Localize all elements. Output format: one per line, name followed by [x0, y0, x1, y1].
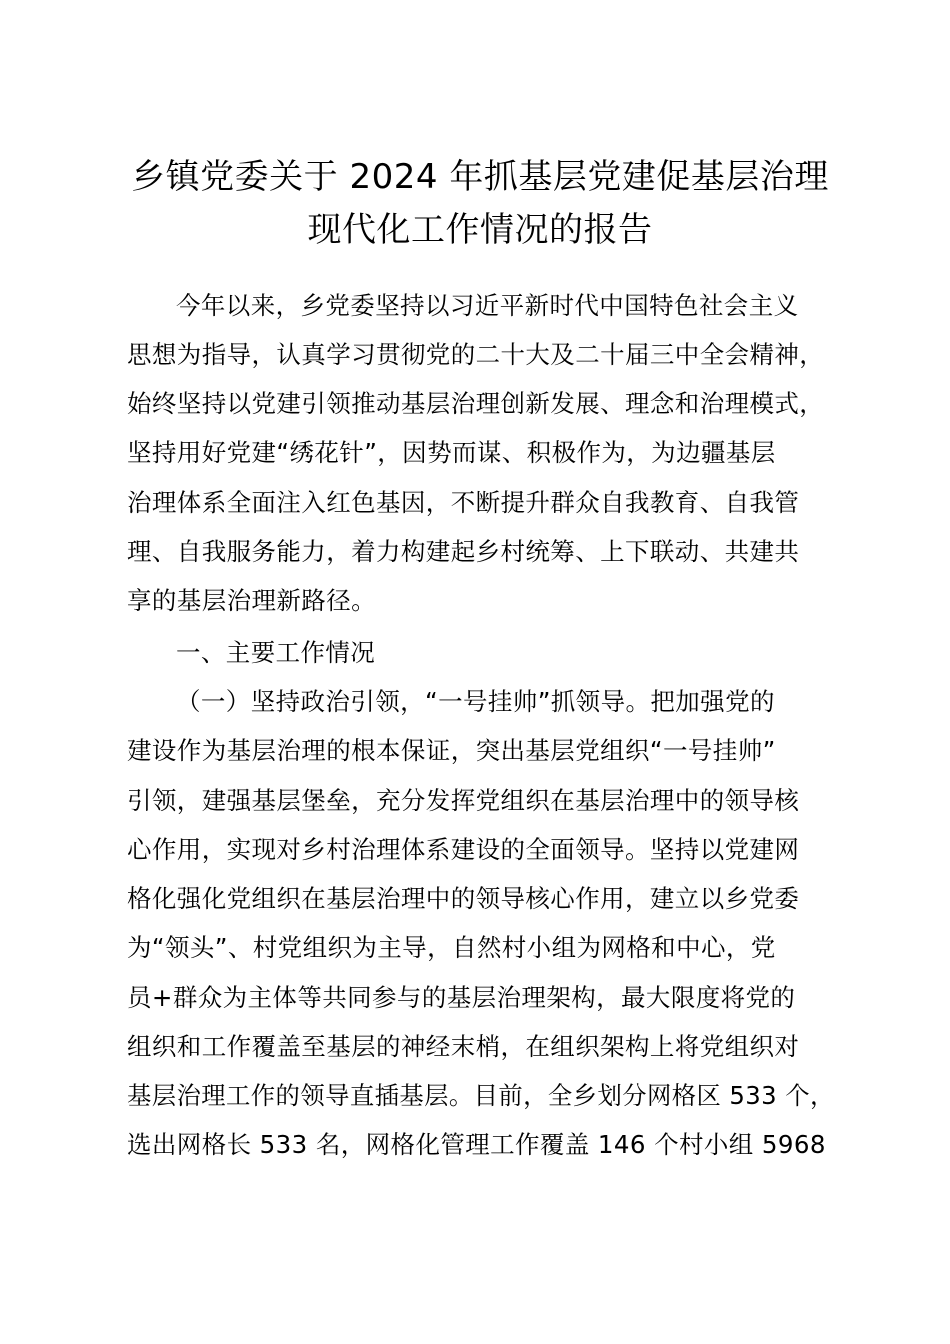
body-line: 思想为指导，认真学习贯彻党的二十大及二十届三中全会精神，	[127, 340, 825, 369]
body-line: 始终坚持以党建引领推动基层治理创新发展、理念和治理模式，	[127, 389, 825, 418]
body-line: 选出网格长 533 名，网格化管理工作覆盖 146 个村小组 5968	[127, 1130, 826, 1159]
body-line: 为“领头”、村党组织为主导，自然村小组为网格和中心，党	[127, 933, 776, 962]
body-line: 坚持用好党建“绣花针”，因势而谋、积极作为，为边疆基层	[127, 438, 776, 467]
body-line: 组织和工作覆盖至基层的神经末梢，在组织架构上将党组织对	[127, 1032, 800, 1061]
body-line: 建设作为基层治理的根本保证，突出基层党组织“一号挂帅”	[127, 736, 776, 765]
document-title-line-2: 现代化工作情况的报告	[307, 210, 653, 250]
body-line: 享的基层治理新路径。	[127, 586, 376, 615]
body-line: 治理体系全面注入红色基因，不断提升群众自我教育、自我管	[127, 488, 800, 517]
section-heading: 一、主要工作情况	[176, 638, 376, 667]
body-line: 员+群众为主体等共同参与的基层治理架构，最大限度将党的	[127, 983, 796, 1012]
body-line: 格化强化党组织在基层治理中的领导核心作用，建立以乡党委	[127, 884, 800, 913]
body-line: 理、自我服务能力，着力构建起乡村统筹、上下联动、共建共	[127, 537, 800, 566]
document-title-line-1: 乡镇党委关于 2024 年抓基层党建促基层治理	[131, 157, 829, 197]
body-line: 引领，建强基层堡垒，充分发挥党组织在基层治理中的领导核	[127, 786, 800, 815]
subsection-heading-line: （一）坚持政治引领，“一号挂帅”抓领导。把加强党的	[176, 687, 775, 716]
body-line: 基层治理工作的领导直插基层。目前，全乡划分网格区 533 个，	[127, 1081, 835, 1110]
body-line: 心作用，实现对乡村治理体系建设的全面领导。坚持以党建网	[127, 835, 800, 864]
body-line: 今年以来，乡党委坚持以习近平新时代中国特色社会主义	[176, 291, 799, 320]
